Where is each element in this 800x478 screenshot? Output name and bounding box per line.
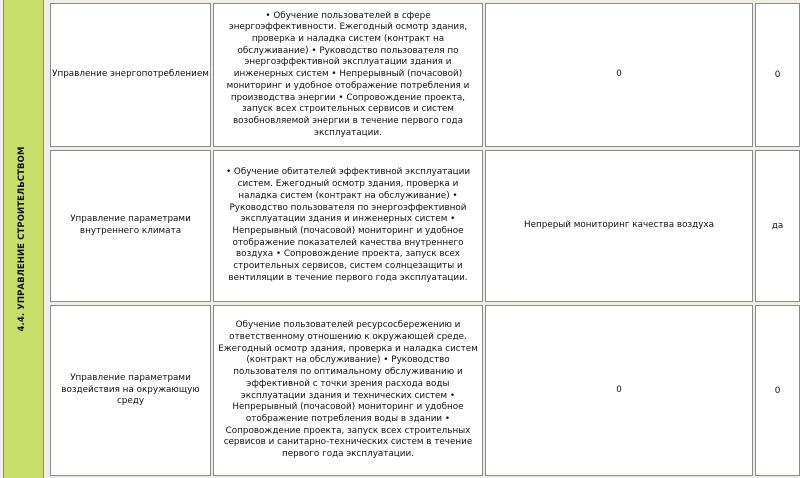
criterion-description-cell <box>213 150 483 302</box>
criterion-description: • Обучение обитателей эффективной эксплуатации систем. Ежегодный осмотр здания, проверка и наладка систем (контракт на обслуживание) • Руководство пользователя по энергоэффективной эксплуатации здания и инженерных систем • Непрерывный (почасовой) мониторинг и удобное отображение показателей качества внутреннего воздуха • Сопровождение проекта, запуск всех строительных сервисов, систем солнцезащиты и вентиляции в течение первого года эксплуатации. <box>225 167 471 283</box>
criterion-flag: 0 <box>774 70 781 80</box>
criterion-description: Обучение пользователей ресурсосбережению и ответственному отношению к окружающей среде. Ежегодный осмотр здания, проверка и наладка систем (контракт на обслуживание) • Руководство пользователя по оптимальному обслуживанию и эффективной с точки зрения расхода воды эксплуатации здания и технических систем • Непрерывный (почасовой) мониторинг и удобное отображение потребления воды в здании • Сопровождение проекта, запуск всех строительных сервисов и санитарно-технических систем в течение первого года эксплуатации. <box>218 320 478 460</box>
criterion-value-cell <box>485 305 753 476</box>
criterion-value-cell <box>485 150 753 302</box>
criterion-name: Управление энергопотреблением <box>52 69 209 80</box>
criterion-value: Непрерый мониторинг качества воздуха <box>523 220 715 231</box>
section-band <box>0 0 46 478</box>
table-body <box>46 0 800 478</box>
criterion-name-cell <box>50 150 211 302</box>
criterion-value-cell <box>485 3 753 147</box>
criterion-name-cell <box>50 305 211 476</box>
criterion-value: 0 <box>616 69 622 80</box>
criterion-name-cell <box>50 3 211 147</box>
table-row <box>46 3 800 147</box>
criterion-flag: 0 <box>774 385 781 396</box>
table-row <box>46 150 800 302</box>
criterion-description: • Обучение пользователей в сфере энергоэффективности. Ежегодный осмотр здания, проверка и наладка систем (контракт на обслуживание) • Руководство пользователя по энергоэффективной эксплуатации здания и инженерных систем • Непрерывный (почасовой) мониторинг и удобное отображение потребления и производства энергии • Сопровождение проекта, запуск всех строительных сервисов и систем возобновляемой энергии в течение первого года эксплуатации. <box>226 10 470 138</box>
criterion-flag: да <box>771 221 784 231</box>
criterion-description-cell <box>213 305 483 476</box>
criterion-value: 0 <box>616 384 622 395</box>
criterion-name: Управление параметрами внутреннего климата <box>70 214 191 236</box>
criterion-flag-cell <box>755 305 800 476</box>
criterion-flag-cell <box>755 3 800 147</box>
section-title: 4.4. УПРАВЛЕНИЕ СТРОИТЕЛЬСТВОМ <box>17 146 27 332</box>
criterion-name: Управление параметрами воздействия на окружающую среду <box>61 372 200 407</box>
table-row <box>46 305 800 476</box>
criterion-flag-cell <box>755 150 800 302</box>
criterion-description-cell <box>213 3 483 147</box>
